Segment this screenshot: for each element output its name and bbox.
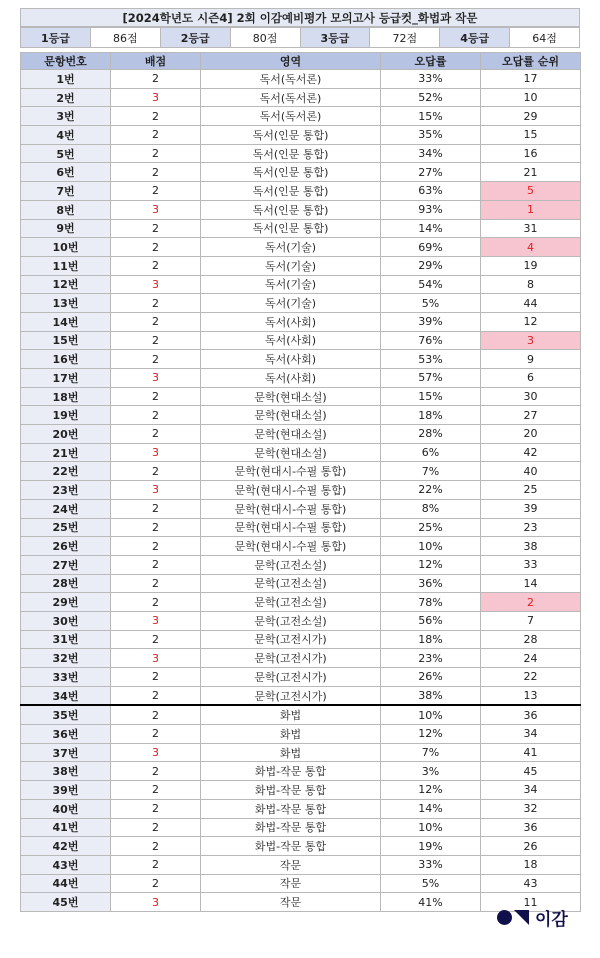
error-rate-cell: 15% [381,107,481,126]
area-cell: 작문 [201,855,381,874]
error-rate-cell: 3% [381,762,481,781]
error-rank-cell: 26 [481,837,581,856]
header-question-number: 문항번호 [21,53,111,70]
points-cell: 2 [111,705,201,724]
grade-label: 2등급 [160,28,230,48]
area-cell: 독서(사회) [201,331,381,350]
question-number-cell: 10번 [21,238,111,257]
points-cell: 2 [111,107,201,126]
area-cell: 독서(기술) [201,294,381,313]
error-rank-cell: 4 [481,238,581,257]
area-cell: 문학(현대시-수필 통합) [201,518,381,537]
area-cell: 독서(사회) [201,350,381,369]
points-cell: 2 [111,331,201,350]
area-cell: 문학(고전소설) [201,555,381,574]
error-rank-cell: 40 [481,462,581,481]
area-cell: 문학(고전시가) [201,686,381,705]
table-row [21,200,581,219]
area-cell: 독서(기술) [201,275,381,294]
error-rank-cell: 2 [481,593,581,612]
table-row [21,611,581,630]
error-rank-cell: 13 [481,686,581,705]
points-cell: 2 [111,387,201,406]
table-row [21,70,581,89]
question-number-cell: 36번 [21,725,111,744]
points-cell: 2 [111,686,201,705]
error-rank-cell: 18 [481,855,581,874]
table-row [21,874,581,893]
error-rate-cell: 10% [381,818,481,837]
table-row [21,499,581,518]
error-rank-cell: 41 [481,743,581,762]
table-row [21,369,581,388]
error-rank-cell: 36 [481,818,581,837]
table-row [21,462,581,481]
error-rate-cell: 36% [381,574,481,593]
area-cell: 화법-작문 통합 [201,837,381,856]
area-cell: 독서(인문 통합) [201,144,381,163]
table-row [21,574,581,593]
error-rate-cell: 76% [381,331,481,350]
table-row [21,425,581,444]
igam-logo [497,906,568,928]
question-number-cell: 26번 [21,537,111,556]
error-rate-cell: 29% [381,256,481,275]
grade-label: 3등급 [300,28,370,48]
table-header-row [21,53,581,70]
question-number-cell: 5번 [21,144,111,163]
points-cell: 2 [111,425,201,444]
question-number-cell: 37번 [21,743,111,762]
error-rank-cell: 8 [481,275,581,294]
area-cell: 화법-작문 통합 [201,762,381,781]
error-rate-cell: 33% [381,855,481,874]
error-rank-cell: 34 [481,781,581,800]
points-cell: 2 [111,182,201,201]
error-rank-cell: 14 [481,574,581,593]
area-cell: 문학(현대소설) [201,387,381,406]
question-number-cell: 38번 [21,762,111,781]
table-row [21,144,581,163]
error-rate-cell: 6% [381,443,481,462]
points-cell: 2 [111,537,201,556]
question-number-cell: 9번 [21,219,111,238]
table-row [21,88,581,107]
area-cell: 문학(현대소설) [201,443,381,462]
points-cell: 3 [111,369,201,388]
points-cell: 2 [111,144,201,163]
area-cell: 문학(현대시-수필 통합) [201,462,381,481]
error-rank-cell: 17 [481,70,581,89]
logo-circle-icon [497,910,512,925]
points-cell: 2 [111,781,201,800]
grade-cut-table [20,27,580,48]
table-row [21,387,581,406]
error-rank-cell: 39 [481,499,581,518]
logo-text: 이감 [535,909,568,930]
points-cell: 2 [111,574,201,593]
error-rate-cell: 93% [381,200,481,219]
area-cell: 화법 [201,725,381,744]
error-rate-cell: 15% [381,387,481,406]
points-cell: 2 [111,462,201,481]
question-number-cell: 29번 [21,593,111,612]
question-number-cell: 22번 [21,462,111,481]
points-cell: 2 [111,312,201,331]
table-row [21,256,581,275]
question-number-cell: 27번 [21,555,111,574]
error-rate-cell: 27% [381,163,481,182]
grade-label: 1등급 [21,28,91,48]
points-cell: 2 [111,593,201,612]
error-rank-cell: 34 [481,725,581,744]
points-cell: 2 [111,499,201,518]
question-number-cell: 4번 [21,126,111,145]
question-number-cell: 16번 [21,350,111,369]
grade-score: 64점 [510,28,580,48]
points-cell: 2 [111,70,201,89]
error-rate-cell: 23% [381,649,481,668]
table-row [21,126,581,145]
error-rank-cell: 5 [481,182,581,201]
area-cell: 문학(고전시가) [201,649,381,668]
error-rate-cell: 7% [381,743,481,762]
error-rate-cell: 14% [381,219,481,238]
error-rate-cell: 54% [381,275,481,294]
points-cell: 2 [111,855,201,874]
table-row [21,630,581,649]
question-number-cell: 25번 [21,518,111,537]
points-cell: 2 [111,630,201,649]
points-cell: 2 [111,163,201,182]
area-cell: 독서(독서론) [201,70,381,89]
error-rank-cell: 10 [481,88,581,107]
question-number-cell: 33번 [21,668,111,687]
error-rank-cell: 33 [481,555,581,574]
error-rate-cell: 35% [381,126,481,145]
question-number-cell: 6번 [21,163,111,182]
error-rate-cell: 38% [381,686,481,705]
area-cell: 문학(고전소설) [201,593,381,612]
area-cell: 독서(기술) [201,238,381,257]
area-cell: 독서(인문 통합) [201,219,381,238]
points-cell: 2 [111,350,201,369]
grade-score: 72점 [370,28,440,48]
question-number-cell: 15번 [21,331,111,350]
table-row [21,406,581,425]
page-title: [2024학년도 시즌4] 2회 이감예비평가 모의고사 등급컷_화법과 작문 [21,9,580,27]
points-cell: 2 [111,126,201,145]
question-number-cell: 8번 [21,200,111,219]
points-cell: 2 [111,799,201,818]
area-cell: 독서(인문 통합) [201,200,381,219]
error-rate-cell: 14% [381,799,481,818]
area-cell: 문학(고전소설) [201,611,381,630]
points-cell: 3 [111,481,201,500]
error-rate-cell: 53% [381,350,481,369]
error-rate-cell: 12% [381,725,481,744]
error-rank-cell: 1 [481,200,581,219]
error-rate-cell: 10% [381,537,481,556]
error-rank-cell: 3 [481,331,581,350]
error-rate-cell: 18% [381,406,481,425]
table-row [21,350,581,369]
error-rate-cell: 7% [381,462,481,481]
logo-triangle-icon [514,910,529,925]
error-rate-cell: 25% [381,518,481,537]
error-rank-cell: 28 [481,630,581,649]
table-row [21,799,581,818]
points-cell: 3 [111,649,201,668]
error-rate-cell: 52% [381,88,481,107]
table-row [21,818,581,837]
question-number-cell: 31번 [21,630,111,649]
table-row [21,593,581,612]
question-number-cell: 32번 [21,649,111,668]
points-cell: 2 [111,406,201,425]
error-rank-cell: 15 [481,126,581,145]
area-cell: 독서(인문 통합) [201,182,381,201]
header-points: 배점 [111,53,201,70]
error-rate-cell: 12% [381,781,481,800]
table-row [21,312,581,331]
question-number-cell: 13번 [21,294,111,313]
error-rank-cell: 42 [481,443,581,462]
error-rank-cell: 43 [481,874,581,893]
table-row [21,837,581,856]
points-cell: 3 [111,443,201,462]
area-cell: 작문 [201,874,381,893]
table-row [21,855,581,874]
area-cell: 화법 [201,743,381,762]
error-rate-cell: 34% [381,144,481,163]
question-number-cell: 2번 [21,88,111,107]
question-number-cell: 18번 [21,387,111,406]
area-cell: 문학(현대소설) [201,406,381,425]
error-rank-cell: 22 [481,668,581,687]
error-rank-cell: 7 [481,611,581,630]
table-row [21,705,581,724]
table-row [21,743,581,762]
error-rank-cell: 45 [481,762,581,781]
error-rank-cell: 20 [481,425,581,444]
area-cell: 문학(현대시-수필 통합) [201,537,381,556]
header-error-rate: 오답률 [381,53,481,70]
table-row [21,275,581,294]
question-number-cell: 28번 [21,574,111,593]
question-number-cell: 30번 [21,611,111,630]
area-cell: 문학(현대소설) [201,425,381,444]
table-row [21,668,581,687]
error-rank-cell: 31 [481,219,581,238]
error-rank-cell: 27 [481,406,581,425]
error-rate-cell: 18% [381,630,481,649]
table-row [21,443,581,462]
points-cell: 2 [111,256,201,275]
area-cell: 독서(기술) [201,256,381,275]
area-cell: 문학(현대시-수필 통합) [201,481,381,500]
question-number-cell: 12번 [21,275,111,294]
table-row [21,537,581,556]
error-rank-cell: 38 [481,537,581,556]
points-cell: 2 [111,219,201,238]
error-rank-cell: 6 [481,369,581,388]
question-number-cell: 42번 [21,837,111,856]
table-row [21,762,581,781]
question-number-cell: 11번 [21,256,111,275]
question-number-cell: 39번 [21,781,111,800]
error-rank-cell: 44 [481,294,581,313]
error-rate-cell: 5% [381,874,481,893]
question-number-cell: 43번 [21,855,111,874]
question-number-cell: 1번 [21,70,111,89]
table-row [21,331,581,350]
table-row [21,781,581,800]
points-cell: 2 [111,518,201,537]
question-number-cell: 45번 [21,893,111,912]
page [20,8,580,930]
points-cell: 2 [111,555,201,574]
error-rate-cell: 33% [381,70,481,89]
header-area: 영역 [201,53,381,70]
error-rate-cell: 8% [381,499,481,518]
question-number-cell: 14번 [21,312,111,331]
error-rate-cell: 22% [381,481,481,500]
header-error-rank: 오답률 순위 [481,53,581,70]
error-rate-cell: 10% [381,705,481,724]
points-cell: 2 [111,294,201,313]
area-cell: 독서(사회) [201,312,381,331]
error-rate-cell: 26% [381,668,481,687]
error-rate-cell: 41% [381,893,481,912]
error-rate-cell: 57% [381,369,481,388]
area-cell: 문학(고전시가) [201,630,381,649]
error-rank-cell: 23 [481,518,581,537]
points-cell: 2 [111,762,201,781]
area-cell: 독서(인문 통합) [201,126,381,145]
question-number-cell: 40번 [21,799,111,818]
table-row [21,686,581,705]
points-cell: 3 [111,200,201,219]
error-rank-cell: 32 [481,799,581,818]
question-number-cell: 21번 [21,443,111,462]
area-cell: 화법-작문 통합 [201,818,381,837]
error-rank-cell: 24 [481,649,581,668]
table-row [21,518,581,537]
table-row [21,725,581,744]
error-rate-cell: 56% [381,611,481,630]
error-rank-cell: 19 [481,256,581,275]
question-number-cell: 44번 [21,874,111,893]
question-stats-table [20,52,581,912]
error-rate-cell: 78% [381,593,481,612]
error-rank-cell: 12 [481,312,581,331]
error-rank-cell: 30 [481,387,581,406]
points-cell: 3 [111,88,201,107]
question-number-cell: 19번 [21,406,111,425]
points-cell: 2 [111,874,201,893]
error-rank-cell: 29 [481,107,581,126]
points-cell: 3 [111,275,201,294]
area-cell: 독서(인문 통합) [201,163,381,182]
question-number-cell: 17번 [21,369,111,388]
error-rate-cell: 19% [381,837,481,856]
question-number-cell: 41번 [21,818,111,837]
points-cell: 3 [111,893,201,912]
table-row [21,238,581,257]
error-rate-cell: 5% [381,294,481,313]
error-rank-cell: 11 [481,893,581,912]
table-row [21,107,581,126]
question-number-cell: 34번 [21,686,111,705]
table-row [21,163,581,182]
error-rate-cell: 12% [381,555,481,574]
area-cell: 화법-작문 통합 [201,799,381,818]
error-rank-cell: 9 [481,350,581,369]
points-cell: 2 [111,818,201,837]
error-rate-cell: 28% [381,425,481,444]
grade-score: 80점 [230,28,300,48]
error-rank-cell: 36 [481,705,581,724]
area-cell: 화법 [201,705,381,724]
table-row [21,649,581,668]
area-cell: 문학(고전시가) [201,668,381,687]
table-row [21,182,581,201]
points-cell: 2 [111,668,201,687]
question-number-cell: 35번 [21,705,111,724]
error-rate-cell: 39% [381,312,481,331]
area-cell: 문학(고전소설) [201,574,381,593]
grade-cut-row [21,28,580,48]
question-number-cell: 3번 [21,107,111,126]
question-number-cell: 20번 [21,425,111,444]
points-cell: 2 [111,238,201,257]
area-cell: 독서(독서론) [201,107,381,126]
table-row [21,481,581,500]
area-cell: 작문 [201,893,381,912]
question-number-cell: 23번 [21,481,111,500]
error-rate-cell: 63% [381,182,481,201]
table-row [21,219,581,238]
error-rate-cell: 69% [381,238,481,257]
area-cell: 화법-작문 통합 [201,781,381,800]
error-rank-cell: 16 [481,144,581,163]
points-cell: 2 [111,725,201,744]
error-rank-cell: 25 [481,481,581,500]
question-number-cell: 7번 [21,182,111,201]
table-row [21,294,581,313]
grade-score: 86점 [90,28,160,48]
points-cell: 2 [111,837,201,856]
error-rank-cell: 21 [481,163,581,182]
points-cell: 3 [111,611,201,630]
title-table [20,8,580,27]
grade-label: 4등급 [440,28,510,48]
table-row [21,555,581,574]
points-cell: 3 [111,743,201,762]
area-cell: 문학(현대시-수필 통합) [201,499,381,518]
area-cell: 독서(사회) [201,369,381,388]
area-cell: 독서(독서론) [201,88,381,107]
question-number-cell: 24번 [21,499,111,518]
